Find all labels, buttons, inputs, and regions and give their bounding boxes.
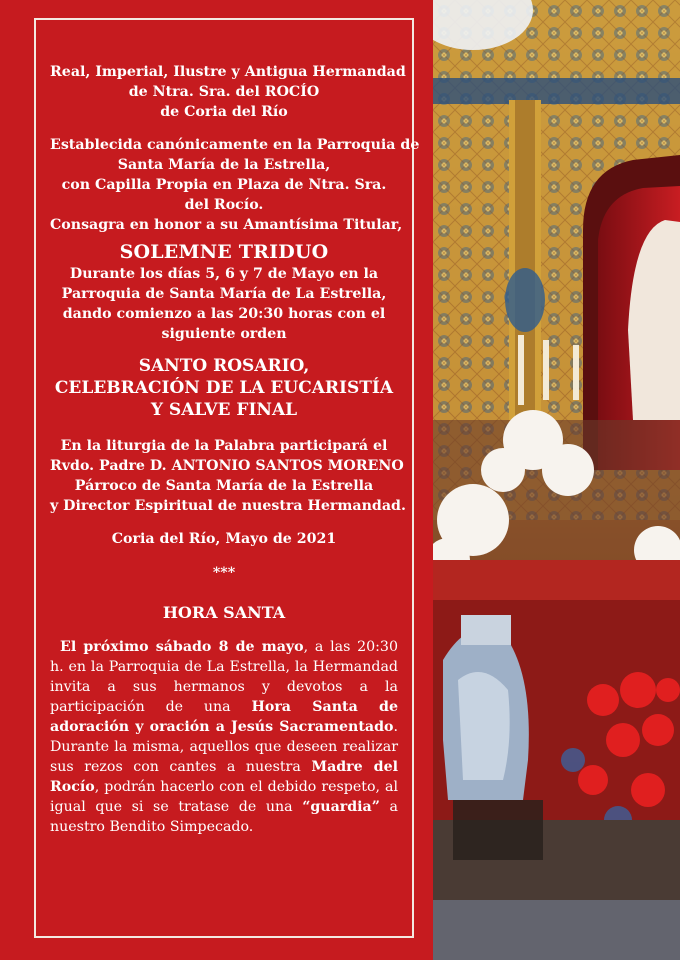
hora-santa-text-4: a nuestro Bendito Simpecado. bbox=[50, 799, 398, 835]
triduo-title: SOLEMNE TRIDUO bbox=[119, 241, 329, 263]
brotherhood-name-line-1: Real, Imperial, Ilustre y Antigua Hermandad bbox=[50, 64, 406, 80]
altar-photo bbox=[433, 0, 680, 960]
triduo-line-2: Parroquia de Santa María de La Estrella, bbox=[61, 286, 387, 302]
liturgy-line-3: Párroco de Santa María de la Estrella bbox=[74, 478, 374, 494]
dateline: Coria del Río, Mayo de 2021 bbox=[111, 531, 337, 547]
hora-santa-paragraph bbox=[50, 637, 398, 837]
separator: *** bbox=[212, 565, 236, 581]
triduo-line-4: siguiente orden bbox=[161, 326, 287, 342]
established-line-1: Establecida canónicamente en la Parroquia de bbox=[50, 137, 420, 153]
order-line-1: SANTO ROSARIO, bbox=[138, 356, 310, 376]
altar-illustration bbox=[433, 0, 680, 960]
liturgy-line-2: Rvdo. Padre D. ANTONIO SANTOS MORENO bbox=[50, 458, 404, 474]
order-line-2: CELEBRACIÓN DE LA EUCARISTÍA bbox=[54, 378, 394, 398]
hora-santa-text-2: . Durante la misma, aquellos que deseen realizar sus rezos con cantes a nuestra bbox=[50, 719, 398, 775]
hora-santa-madre: Madre del Rocío bbox=[50, 759, 398, 795]
established-line-2: Santa María de la Estrella, bbox=[117, 157, 331, 173]
order-line-3: Y SALVE FINAL bbox=[150, 400, 298, 420]
liturgy-line-4: y Director Espiritual de nuestra Hermandad. bbox=[50, 498, 406, 514]
established-line-3: con Capilla Propia en Plaza de Ntra. Sra. bbox=[61, 177, 387, 193]
established-line-5: Consagra en honor a su Amantísima Titular, bbox=[50, 217, 403, 233]
hora-santa-date: El próximo sábado 8 de mayo bbox=[60, 639, 304, 655]
established-line-4: del Rocío. bbox=[184, 197, 264, 213]
triduo-line-3: dando comienzo a las 20:30 horas con el bbox=[62, 306, 386, 322]
hora-santa-guardia: “guardia” bbox=[302, 799, 380, 815]
brotherhood-name-line-2: de Ntra. Sra. del ROCÍO bbox=[128, 84, 320, 100]
hora-santa-title: HORA SANTA bbox=[162, 603, 286, 622]
hora-santa-text-1: , a las 20:30 h. en la Parroquia de La Estrella, la Hermandad invita a sus hermanos y devotos a la participación de una bbox=[50, 639, 398, 715]
liturgy-line-1: En la liturgia de la Palabra participará el bbox=[60, 438, 388, 454]
brotherhood-name-line-3: de Coria del Río bbox=[160, 104, 288, 120]
hora-santa-event: Hora Santa de adoración y oración a Jesús Sacramentado bbox=[50, 699, 398, 735]
announcement-text bbox=[50, 62, 420, 837]
triduo-line-1: Durante los días 5, 6 y 7 de Mayo en la bbox=[69, 266, 379, 282]
hora-santa-text-3: , podrán hacerlo con el debido respeto, al igual que si se tratase de una bbox=[50, 779, 398, 815]
